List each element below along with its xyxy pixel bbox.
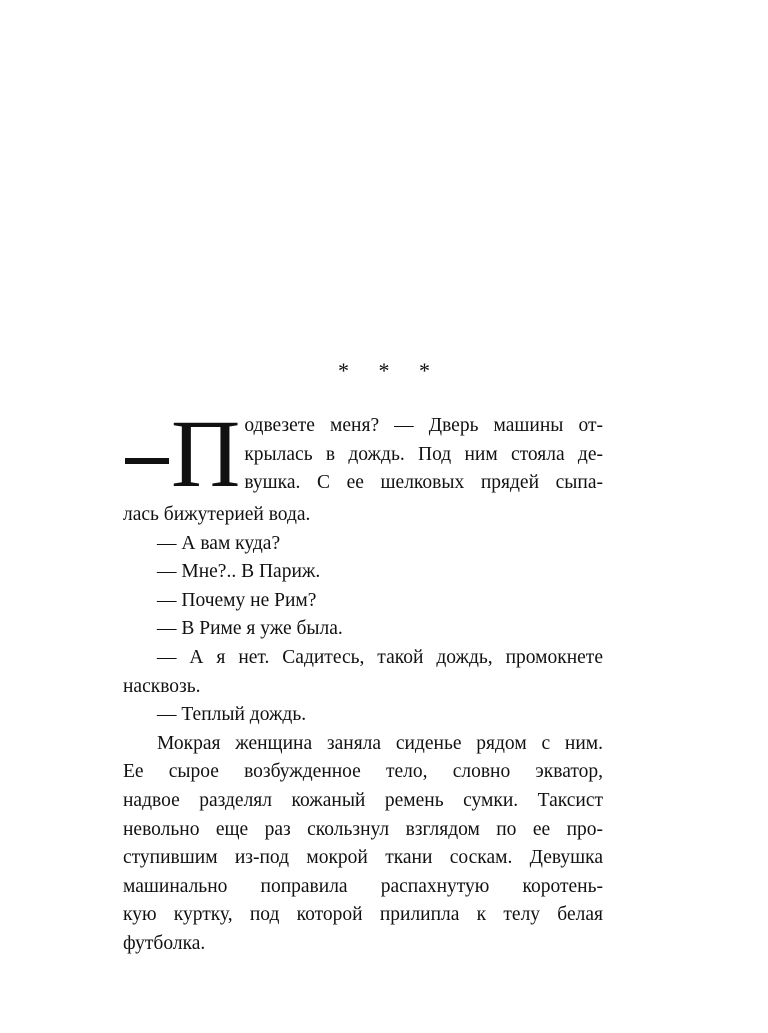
opening-paragraph <box>123 400 603 530</box>
paragraph-line: машинально поправила распахнутую коротень- <box>123 875 603 897</box>
opening-line-4: лась бижутерией вода. <box>123 504 311 525</box>
section-separator: * * * <box>338 358 442 383</box>
paragraph-line: надвое разделял кожаный ремень сумки. Таксист <box>123 789 603 811</box>
paragraph-line: Мокрая женщина заняла сиденье рядом с ним. <box>157 732 603 754</box>
narrative-paragraph <box>123 730 603 959</box>
dialogue-line: — А вам куда? <box>157 532 281 554</box>
dialogue-long <box>123 644 603 701</box>
dialogue-line: — В Риме я уже была. <box>157 618 343 640</box>
opening-line-3: вушка. С ее шелковых прядей сыпа- <box>244 472 603 494</box>
paragraph-line: Ее сырое возбужденное тело, словно экватор, <box>123 761 603 783</box>
dialogue-line: — Мне?.. В Париж. <box>157 561 321 583</box>
dropcap-letter: П <box>171 400 241 507</box>
paragraph-line: ступившим из-под мокрой ткани соскам. Девушка <box>123 847 603 869</box>
dialogue-line: — Почему не Рим? <box>157 589 317 611</box>
paragraph-line: кую куртку, под которой прилипла к телу белая <box>123 904 603 926</box>
dialogue-long-line-1: — А я нет. Садитесь, такой дождь, промокнете <box>157 646 603 668</box>
body-text <box>123 400 603 959</box>
paragraph-line: невольно еще раз скользнул взглядом по ее про- <box>123 818 603 840</box>
dialogue-line: — Теплый дождь. <box>157 704 307 726</box>
dialogue-long-line-2: насквозь. <box>123 675 201 697</box>
paragraph-line: футболка. <box>123 932 206 954</box>
dropcap-dash <box>123 412 171 498</box>
opening-line-2: крылась в дождь. Под ним стояла де- <box>244 443 603 465</box>
opening-line-1: одвезете меня? — Дверь машины от- <box>244 415 603 436</box>
